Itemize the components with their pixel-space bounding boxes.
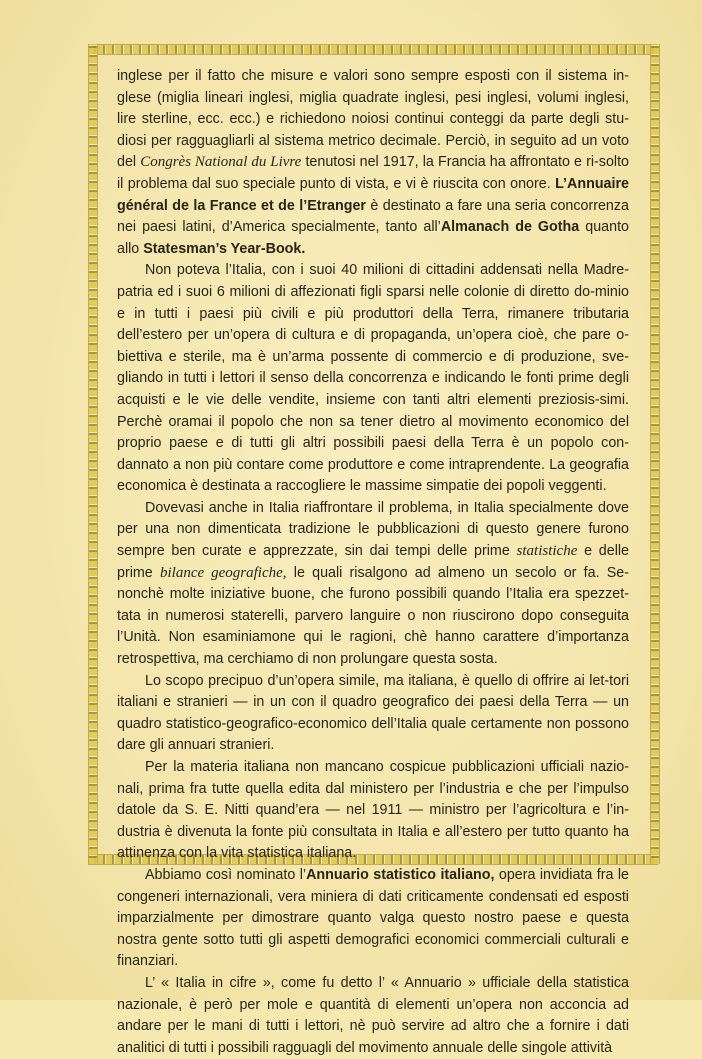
italic-title: bilance geografiche, <box>159 564 287 581</box>
text-run: tenutosi nel 1917, la Francia ha affrontato e ri-solto il problema dal suo speciale punto di vista, e vi è riuscita con onore. <box>117 154 629 192</box>
text-run: è destinato a fare una seria concorrenza nei paesi latini, d’America specialmente, tanto all’ <box>117 197 629 236</box>
text-run: Dovevasi anche in Italia riaffrontare il problema, in Italia specialmente dove per una non dimenticata tradizione le pubblicazioni di questo genere furono sempre ben curate e apprezzate, sin dai tempi delle prime <box>117 499 629 560</box>
decorative-border-top <box>88 44 658 55</box>
text-run: Non poteva l’Italia, con i suoi 40 milioni di cittadini addensati nella Madre-patria ed i suoi 6 milioni di affezionati figli sparsi nelle colonie di diretto do-minio e in tutti i paesi più civili e più produttori della Terra, rimanere tributaria dell’estero per un’opera di cultura e di propaganda, un’opera cioè, che pare o-biettiva e sterile, ma è un’arma possente di commercio e di produzione, sve-gliando in tutti i lettori il senso della concorrenza e indicando le fonti prime degli acquisti e le vie delle vendite, insieme con tanti altri elementi preziosis-simi. Perchè oramai il popolo che non sa tener dietro al movimento economico del proprio paese e di tutti gli altri possibili paesi della Terra è un popolo con-dannato a non più contare come produttore e come intraprendente. La geografia economica è destinata a raccogliere le massime simpatie dei popoli veggenti. <box>117 262 629 495</box>
paragraph <box>117 671 629 757</box>
paragraph <box>117 865 629 973</box>
bold-title: Almanach de Gotha <box>440 219 580 236</box>
italic-title: statistiche <box>516 543 578 560</box>
paragraph <box>117 757 629 865</box>
decorative-border-left <box>88 44 98 864</box>
bold-title: Annuario statistico italiano, <box>306 866 495 883</box>
text-run: Abbiamo così nominato l’ <box>145 866 307 883</box>
paragraph <box>117 260 629 498</box>
text-run: e delle prime <box>117 543 630 581</box>
text-run: opera invidiata fra le congeneri internazionali, vera miniera di dati criticamente condensati ed esposti imparzialmente per dimostrare quanto valga questo nostro paese e questa nostra gente sotto tutti gli aspetti demografici economici commerciali culturali e finanziari. <box>117 866 629 970</box>
italic-title: Congrès National du Livre <box>140 154 302 171</box>
text-run: le quali risalgono ad almeno un secolo or fa. Se-nonchè molte iniziative buone, che furono possibili quando l’Italia era spezzet-tata in numerosi staterelli, parvero languire o non riuscirono dopo conseguita l’Unità. Non esaminiamone qui le ragioni, chè hanno carattere d’importanza retrospettiva, ma cerchiamo di non prolungare questa sosta. <box>117 564 630 668</box>
text-run: quanto allo <box>117 219 629 257</box>
decorative-border-right <box>650 44 660 864</box>
paragraph <box>117 973 629 1059</box>
bold-title: Statesman’s Year-Book. <box>143 240 306 257</box>
text-run: Per la materia italiana non mancano cospicue pubblicazioni ufficiali nazio-nali, prima fra tutte quella edita dal ministero per l’industria e che per l’impulso datole da S. E. Nitti quand’era — nel 1911 — ministro per l’agricoltura e l’in-dustria è divenuta la fonte più consultata in Italia e all’estero per tutto quanto ha attinenza con la vita statistica italiana. <box>117 759 629 862</box>
paragraph <box>117 66 629 260</box>
body-text <box>117 66 629 1059</box>
text-run: Lo scopo precipuo d’un’opera simile, ma italiana, è quello di offrire ai let-tori italiani e stranieri — in un con il quadro geografico dei paesi della Terra — un quadro statistico-geografico-economico dell’Italia quale certamente non possono dare gli annuari stranieri. <box>117 672 629 754</box>
text-run: L’ « Italia in cifre », come fu detto l’ « Annuario » ufficiale della statistica nazionale, è però per mole e quantità di elementi un’opera non acconcia ad andare per le mani di tutti i lettori, nè può servire ad altro che a fornire i dati analitici di tutti i possibili ragguagli del movimento annuale delle singole attività <box>117 974 629 1056</box>
bold-title: L’Annuaire général de la France et de l’Etranger <box>117 175 629 214</box>
text-run: inglese per il fatto che misure e valori sono sempre esposti con il sistema in-glese (miglia lineari inglesi, miglia quadrate inglesi, pesi inglesi, volumi inglesi, lire sterline, ecc. ecc.) e richiedono noiosi continui conteggi da parte degli stu-diosi per ragguagliarli al sistema metrico decimale. Perciò, in seguito ad un voto del <box>117 68 629 171</box>
paragraph <box>117 498 629 671</box>
